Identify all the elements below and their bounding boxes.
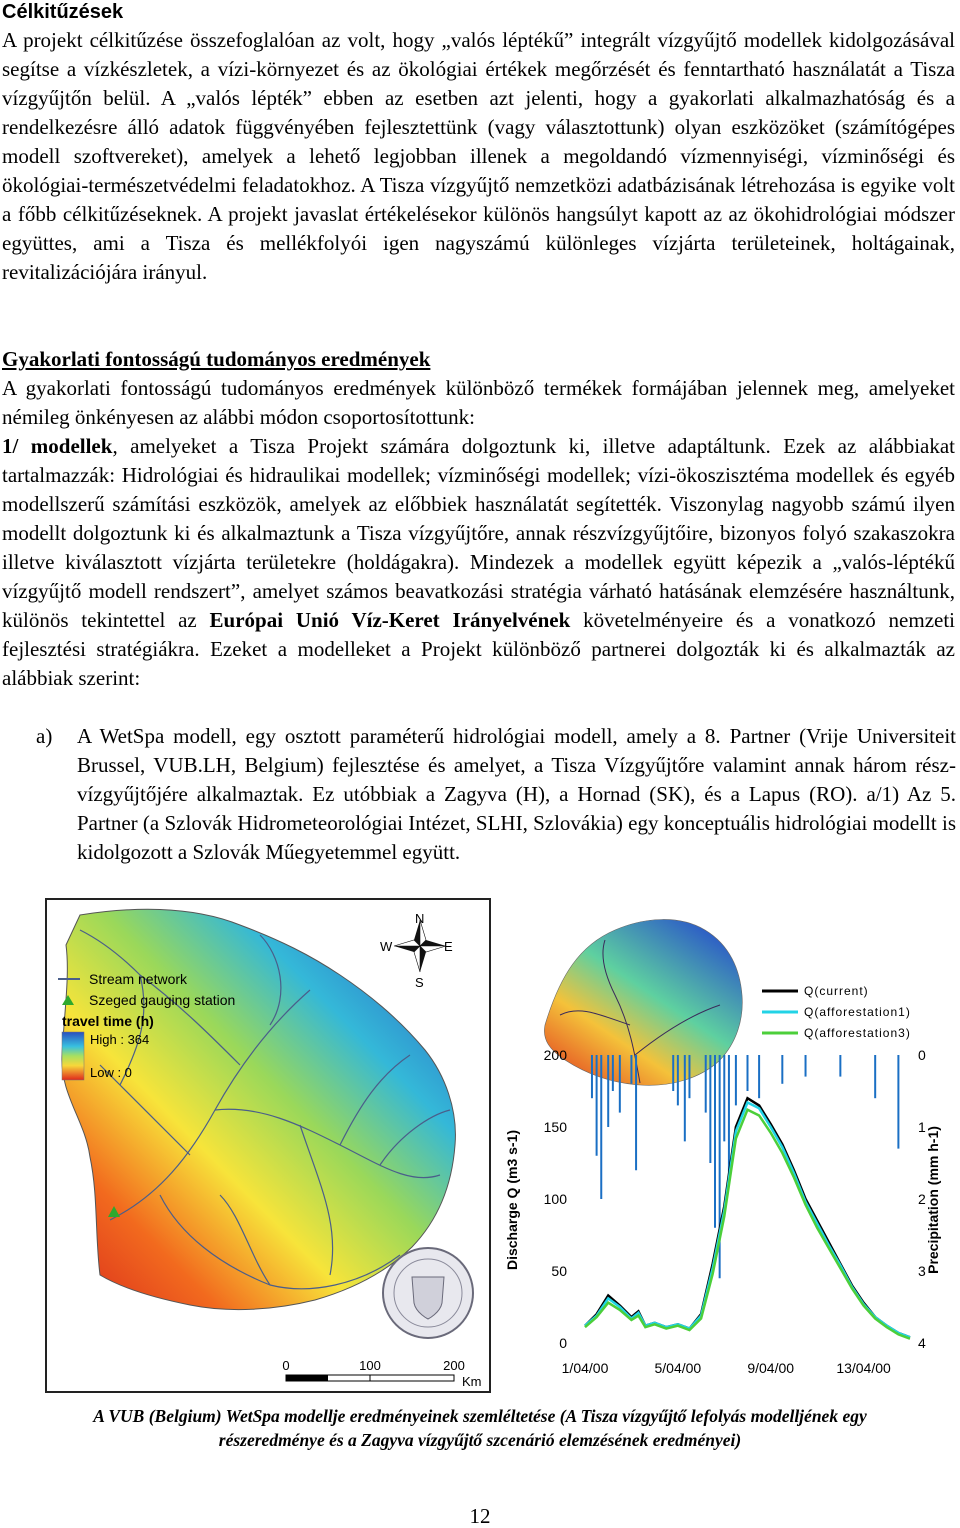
list-item-a [36, 722, 956, 867]
wetspa-figure [40, 895, 958, 1397]
scale-unit: Km [462, 1374, 482, 1389]
scale-label-100: 100 [359, 1358, 381, 1373]
objectives-paragraph: A projekt célkitűzése összefoglalóan az volt, hogy „valós léptékű” integrált vízgyűjtő modellek kidolgozásával segítse a vízkészletek, a vízi-környezet és az ökológiai értékek megőrzését és fenntartható használatát a Tisza vízgyűjtőn belül. A „valós lépték” ebben az esetben azt jelenti, hogy a gyakorlati alkalmazhatóság és a rendelkezésre álló adatok függvényében fejlesztettünk (vagy választottunk) olyan eszközöket (számítógépes modell szoftvereket), amelyek a lehető legjobban illenek a megoldandó vízmennyiségi, vízminőségi és ökológiai-természetvédelmi feladatokhoz. A Tisza vízgyűjtő nemzetközi adatbázisának létrehozása is egyike volt a főbb célkitűzéseknek. A projekt javaslat értékelésekor különös hangsúlyt kapott az az ökohidrológiai módszer együttes, ami a Tisza és mellékfolyói igen nagyszámú különleges vízjárta területeinek, holtágainak, revitalizációjára irányul. [2, 28, 955, 284]
scale-label-200: 200 [443, 1358, 465, 1373]
university-seal-logo [383, 1248, 473, 1338]
list-item-a-text: A WetSpa modell, egy osztott paraméterű hidrológiai modell, amely a 8. Partner (Vrije Universiteit Brussel, VUB.LH, Belgium) fejlesztése és amelyet, a Tisza Vízgyűjtőre valamint annak három rész-vízgyűjtőjére alkalmaztak. Ez utóbbiak a Zagyva (H), a Hornad (SK), és a Lapus (RO). a/1) Az 5. Partner (a Szlovák Hidrometeorológiai Intézet, SLHI, Szlovákia) egy konceptuális hidrológiai modellt is kidolgozott a Szlovák Műegyetemmel együtt. [77, 724, 956, 864]
section-title-results: Gyakorlati fontosságú tudományos eredmények [2, 347, 431, 371]
figure-caption-line2: részeredménye és a Zagyva vízgyűjtő szcenárió elemzésének eredményei) [218, 1430, 742, 1450]
y-right-tick-label: 1 [918, 1119, 926, 1135]
y-left-tick-label: 200 [543, 1047, 567, 1063]
models-paragraph [2, 432, 955, 693]
legend-low: Low : 0 [90, 1065, 132, 1080]
x-tick-label: 1/04/00 [561, 1360, 609, 1376]
compass-n: N [415, 911, 425, 926]
legend-label: Q(afforestation3) [804, 1026, 911, 1040]
models-text-1: , amelyeket a Tisza Projekt számára dolgoztunk ki, illetve adaptáltunk. Ezek az alábbiakat tartalmazzák: Hidrológiai és hidraulikai modellek; vízminőségi modellek; vízi-ökoszisztéma modellek és egyéb modellszerű számítási eszközök, amelyek az előbbiek használatát segítették. Viszonylag nagyobb számú ilyen modellt dolgoztunk ki és alkalmaztunk a Tisza vízgyűjtőre, annak részvízgyűjtőire, bizonyos folyó szakaszokra illetve kiválasztott vízjárta területekre (holdágakra). Mindezek a modellek együtt képezik a „valós-léptékű vízgyűjtő modell rendszert”, amelyet számos beavatkozási stratégia várható hatásának elemzésére használtunk, különös tekintettel az [2, 434, 956, 632]
legend-stream: Stream network [89, 971, 188, 987]
figure-caption-line1: A VUB (Belgium) WetSpa modellje eredményeinek szemléltetése (A Tisza vízgyűjtő lefolyás modelljének egy [93, 1406, 867, 1426]
y-right-tick-label: 2 [918, 1191, 926, 1207]
x-tick-label: 9/04/00 [747, 1360, 795, 1376]
models-text-2: követelményeire és a vonatkozó nemzeti fejlesztési stratégiákra. Ezeket a modelleket a Projekt különböző partnerei dolgozták ki és alkalmazták az alábbiak szerint: [2, 608, 956, 690]
results-intro-paragraph: A gyakorlati fontosságú tudományos eredmények különböző termékek formájában jelennek meg, amelyeket némileg önkényesen az alábbi módon csoportosítottunk: [2, 376, 955, 429]
legend-label: Q(afforestation1) [804, 1005, 911, 1019]
compass-w: W [380, 939, 393, 954]
compass-s: S [415, 975, 424, 990]
eu-directive-text: Európai Unió Víz-Keret Irányelvének [209, 608, 571, 632]
y-right-tick-label: 0 [918, 1047, 926, 1063]
scale-label-0: 0 [282, 1358, 290, 1373]
section-title-objectives: Célkitűzések [2, 1, 124, 23]
legend-travel-title: travel time (h) [62, 1013, 154, 1029]
list-item-a-label: a) [36, 724, 53, 748]
x-tick-label: 13/04/00 [836, 1360, 891, 1376]
y-left-tick-label: 100 [543, 1191, 567, 1207]
page-number: 12 [469, 1504, 491, 1528]
legend-high: High : 364 [90, 1032, 150, 1047]
legend-label: Q(current) [804, 984, 869, 998]
travel-time-colorbar [62, 1032, 84, 1080]
y-left-axis-label: Discharge Q (m3 s-1) [504, 1129, 520, 1271]
y-left-tick-label: 50 [551, 1263, 567, 1279]
models-heading: 1/ modellek [2, 434, 113, 458]
compass-e: E [444, 939, 453, 954]
x-tick-label: 5/04/00 [654, 1360, 702, 1376]
zagyva-basin-map [544, 919, 742, 1085]
legend-station: Szeged gauging station [89, 992, 236, 1008]
y-left-tick-label: 0 [559, 1335, 567, 1351]
y-right-tick-label: 4 [918, 1335, 926, 1351]
figure-caption [0, 1404, 960, 1452]
y-left-tick-label: 150 [543, 1119, 567, 1135]
y-right-tick-label: 3 [918, 1263, 926, 1279]
y-right-axis-label: Precipitation (mm h-1) [925, 1126, 941, 1274]
discharge-line [585, 1110, 910, 1339]
